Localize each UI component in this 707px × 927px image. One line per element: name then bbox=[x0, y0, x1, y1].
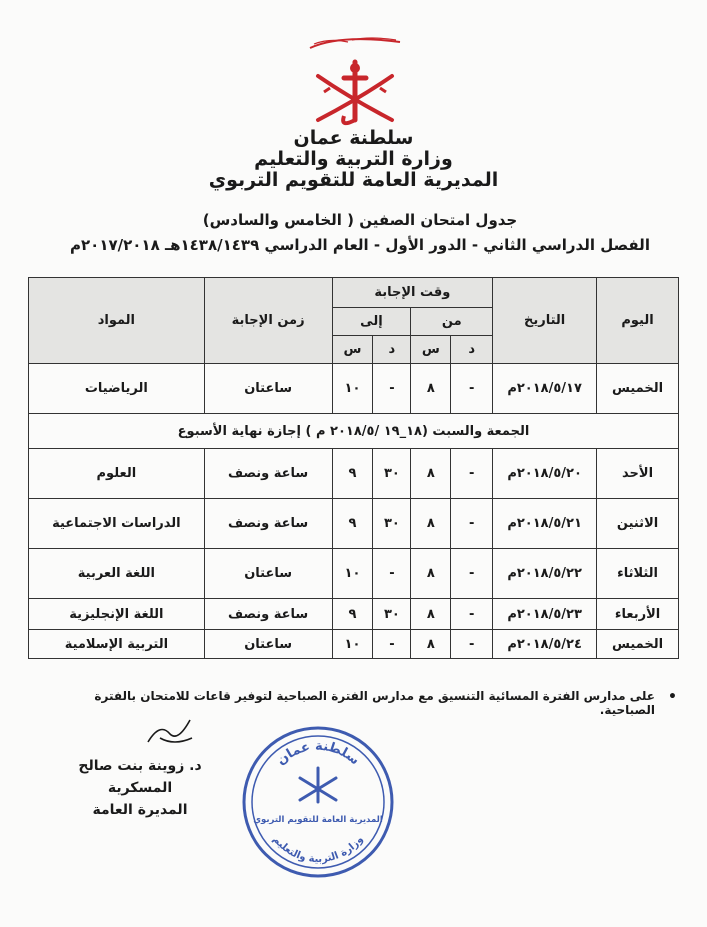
cell-subject: الرياضيات bbox=[29, 364, 205, 414]
cell-duration: ساعتان bbox=[204, 549, 332, 599]
cell-day: الخميس bbox=[597, 630, 679, 659]
header-from-minute: د bbox=[451, 336, 493, 364]
header-to-minute: د bbox=[373, 336, 411, 364]
header-day: اليوم bbox=[597, 278, 679, 364]
cell-date: ٢٠١٨/٥/٢١م bbox=[493, 499, 597, 549]
cell-from-minute: - bbox=[451, 499, 493, 549]
header-date: التاريخ bbox=[493, 278, 597, 364]
stamp-bottom-text: وزارة التربية والتعليم bbox=[270, 834, 366, 866]
table-row bbox=[29, 449, 679, 499]
table-row bbox=[29, 364, 679, 414]
bullet-icon: • bbox=[668, 689, 677, 705]
ministry-name: وزارة التربية والتعليم bbox=[254, 148, 453, 170]
cell-to-minute: ٣٠ bbox=[373, 599, 411, 630]
cell-to-hour: ٩ bbox=[332, 449, 373, 499]
header-answer-time: وقت الإجابة bbox=[332, 278, 493, 308]
header-from-hour: س bbox=[411, 336, 451, 364]
cell-subject: الدراسات الاجتماعية bbox=[29, 499, 205, 549]
khanjar-swords-icon bbox=[300, 28, 410, 140]
signature-block bbox=[70, 755, 210, 821]
cell-subject: التربية الإسلامية bbox=[29, 630, 205, 659]
cell-from-hour: ٨ bbox=[411, 449, 451, 499]
cell-to-hour: ١٠ bbox=[332, 364, 373, 414]
header-duration: زمن الإجابة bbox=[204, 278, 332, 364]
cell-day: الثلاثاء bbox=[597, 549, 679, 599]
stamp-middle-text: المديرية العامة للتقويم التربوي bbox=[253, 815, 383, 825]
cell-from-hour: ٨ bbox=[411, 549, 451, 599]
table-row bbox=[29, 630, 679, 659]
cell-date: ٢٠١٨/٥/٢٠م bbox=[493, 449, 597, 499]
cell-to-minute: - bbox=[373, 549, 411, 599]
cell-from-minute: - bbox=[451, 630, 493, 659]
cell-to-hour: ٩ bbox=[332, 499, 373, 549]
cell-subject: العلوم bbox=[29, 449, 205, 499]
header-from: من bbox=[411, 308, 493, 336]
exam-schedule-table bbox=[28, 277, 679, 659]
cell-duration: ساعة ونصف bbox=[204, 449, 332, 499]
stamp-emblem-icon bbox=[300, 768, 336, 802]
cell-from-hour: ٨ bbox=[411, 599, 451, 630]
cell-duration: ساعتان bbox=[204, 630, 332, 659]
holiday-row bbox=[29, 414, 679, 449]
signatory-title: المديرة العامة bbox=[92, 802, 188, 818]
cell-day: الأربعاء bbox=[597, 599, 679, 630]
document-header bbox=[0, 128, 707, 191]
country-name: سلطنة عمان bbox=[293, 127, 414, 149]
cell-date: ٢٠١٨/٥/٢٣م bbox=[493, 599, 597, 630]
signatory-name: د. زوينة بنت صالح المسكرية bbox=[78, 758, 202, 796]
cell-to-minute: - bbox=[373, 630, 411, 659]
cell-from-hour: ٨ bbox=[411, 499, 451, 549]
svg-text:وزارة التربية والتعليم bbox=[270, 834, 365, 865]
cell-day: الأحد bbox=[597, 449, 679, 499]
cell-from-minute: - bbox=[451, 449, 493, 499]
cell-duration: ساعة ونصف bbox=[204, 599, 332, 630]
official-stamp bbox=[238, 722, 398, 882]
cell-duration: ساعتان bbox=[204, 364, 332, 414]
cell-date: ٢٠١٨/٥/٢٤م bbox=[493, 630, 597, 659]
directorate-name: المديرية العامة للتقويم التربوي bbox=[208, 169, 499, 191]
cell-from-minute: - bbox=[451, 364, 493, 414]
header-subject: المواد bbox=[29, 278, 205, 364]
cell-duration: ساعة ونصف bbox=[204, 499, 332, 549]
weekend-holiday-note: الجمعة والسبت (١٨_١٩ /٢٠١٨/٥ م ) إجازة نهاية الأسبوع bbox=[29, 414, 679, 449]
table-row bbox=[29, 549, 679, 599]
cell-to-minute: ٣٠ bbox=[373, 499, 411, 549]
cell-to-minute: ٣٠ bbox=[373, 449, 411, 499]
oman-emblem bbox=[300, 28, 410, 140]
cell-to-minute: - bbox=[373, 364, 411, 414]
cell-to-hour: ١٠ bbox=[332, 549, 373, 599]
cell-to-hour: ٩ bbox=[332, 599, 373, 630]
cell-from-hour: ٨ bbox=[411, 630, 451, 659]
signature-scribble-icon bbox=[140, 712, 200, 752]
cell-from-hour: ٨ bbox=[411, 364, 451, 414]
cell-to-hour: ١٠ bbox=[332, 630, 373, 659]
cell-from-minute: - bbox=[451, 549, 493, 599]
cell-date: ٢٠١٨/٥/٢٢م bbox=[493, 549, 597, 599]
stamp-top-text: سلطنة عمان bbox=[273, 738, 363, 769]
cell-day: الخميس bbox=[597, 364, 679, 414]
term-info: الفصل الدراسي الثاني - الدور الأول - العام الدراسي ١٤٣٨/١٤٣٩هـ ٢٠١٧/٢٠١٨م bbox=[70, 236, 650, 254]
schedule-title: جدول امتحان الصفين ( الخامس والسادس) bbox=[202, 211, 518, 229]
cell-subject: اللغة الإنجليزية bbox=[29, 599, 205, 630]
header-row bbox=[29, 278, 679, 308]
header-to-hour: س bbox=[332, 336, 373, 364]
header-to: إلى bbox=[332, 308, 411, 336]
table-row bbox=[29, 599, 679, 630]
cell-day: الاثنين bbox=[597, 499, 679, 549]
cell-subject: اللغة العربية bbox=[29, 549, 205, 599]
cell-date: ٢٠١٨/٥/١٧م bbox=[493, 364, 597, 414]
note-text: على مدارس الفترة المسائية التنسيق مع مدارس الفترة الصباحية لتوفير قاعات للامتحان بالفترة الصباحية. bbox=[94, 689, 655, 717]
cell-from-minute: - bbox=[451, 599, 493, 630]
table-row bbox=[29, 499, 679, 549]
